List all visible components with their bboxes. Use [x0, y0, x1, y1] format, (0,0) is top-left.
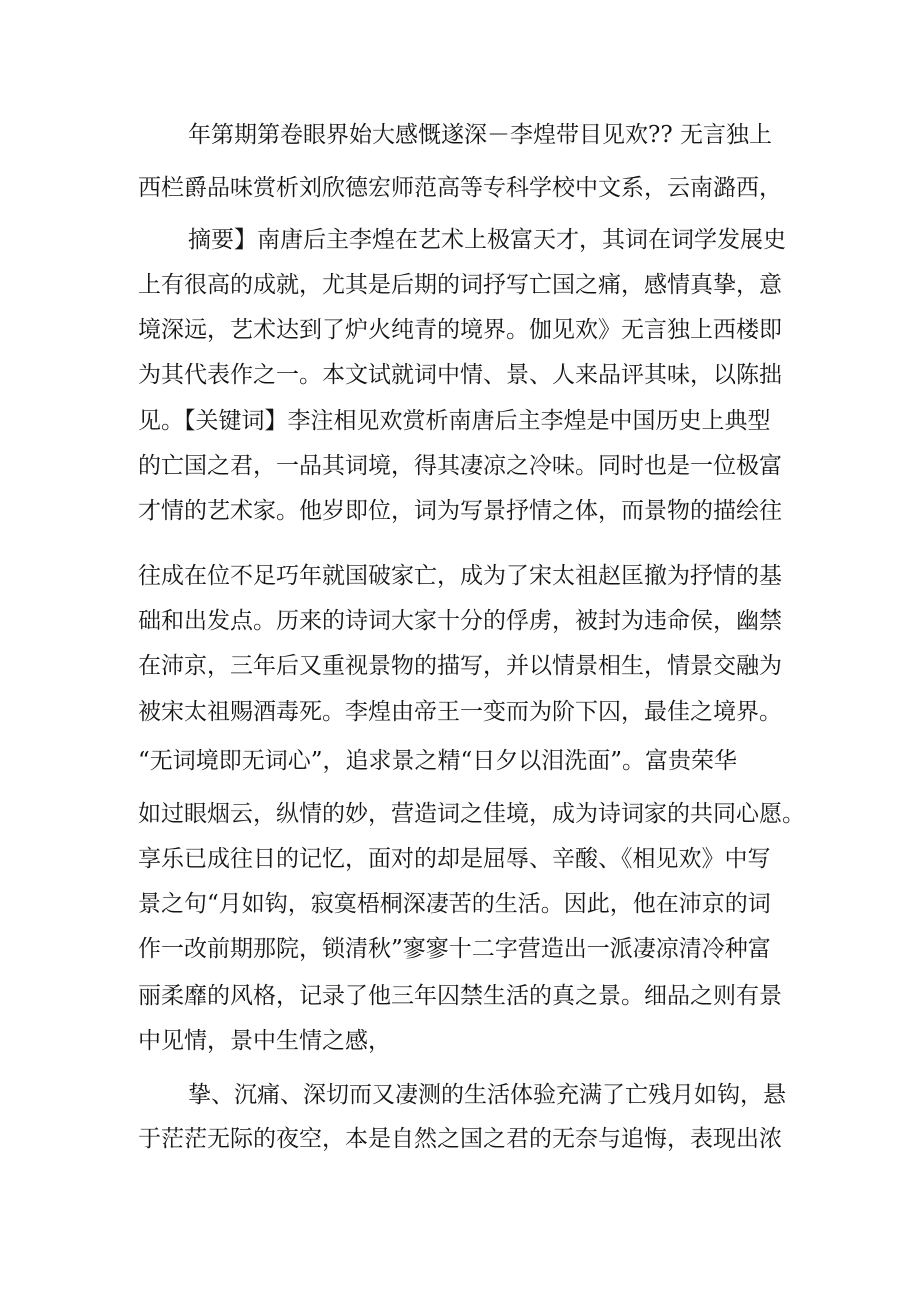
text-line-6: 为其代表作之一。本文试就词中情、景、人来品评其味，以陈拙: [138, 362, 782, 388]
text-line-7: 见。【关键词】李注相见欢赏析南唐后主李煌是中国历史上典型: [138, 408, 771, 434]
text-line-18: 作一改前期那院，锁清秋”寥寥十二字营造出一派凄凉清冷种富: [138, 936, 771, 962]
text-line-4: 上有很高的成就，尤其是后期的词抒写亡国之痛，感情真挚，意: [138, 272, 782, 298]
text-line-13: 被宋太祖赐酒毒死。李煌由帝王一变而为阶下囚，最佳之境界。: [138, 699, 782, 725]
text-line-12: 在沛京，三年后又重视景物的描写，并以情景相生，情景交融为: [138, 653, 782, 679]
text-line-19: 丽柔靡的风格，记录了他三年囚禁生活的真之景。细品之则有景: [138, 983, 782, 1009]
text-line-9: 才情的艺术家。他岁即位，词为写景抒情之体，而景物的描绘往: [138, 498, 782, 524]
text-line-5: 境深远，艺术达到了炉火纯青的境界。伽见欢》无言独上西楼即: [138, 317, 782, 343]
text-line-11: 础和出发点。历来的诗词大家十分的俘虏，被封为违命侯，幽禁: [138, 608, 782, 634]
text-line-21: 挚、沉痛、深切而又凄测的生活体验充满了亡残月如钩，悬: [188, 1082, 786, 1108]
text-line-20: 中见情，景中生情之感，: [138, 1028, 391, 1054]
text-line-10: 往成在位不足巧年就国破家亡，成为了宋太祖赵匡撤为抒情的基: [138, 563, 782, 589]
text-line-14: “无词境即无词心”，追求景之精“日夕以泪洗面”。富贵荣华: [138, 748, 738, 774]
text-line-8: 的亡国之君，一品其词境，得其凄凉之冷味。同时也是一位极富: [138, 453, 782, 479]
text-line-17: 景之句“月如钩，寂寞梧桐深凄苦的生活。因此，他在沛京的词: [138, 891, 771, 917]
text-line-16: 享乐已成往日的记忆，面对的却是屈辱、辛酸、《相见欢》中写: [138, 846, 771, 872]
text-line-2: 西栏爵品味赏析刘欣德宏师范高等专科学校中文系，云南潞西，: [138, 175, 782, 201]
text-line-15: 如过眼烟云，纵情的妙，营造词之佳境，成为诗词家的共同心愿。: [138, 801, 805, 827]
text-line-22: 于茫茫无际的夜空，本是自然之国之君的无奈与追悔，表现出浓: [138, 1126, 782, 1152]
text-line-3: 摘要】南唐后主李煌在艺术上极富天才，其词在词学发展史: [188, 227, 786, 253]
text-line-1: 年第期第卷眼界始大感慨遂深－李煌带目见欢?? 无言独上: [188, 122, 772, 148]
